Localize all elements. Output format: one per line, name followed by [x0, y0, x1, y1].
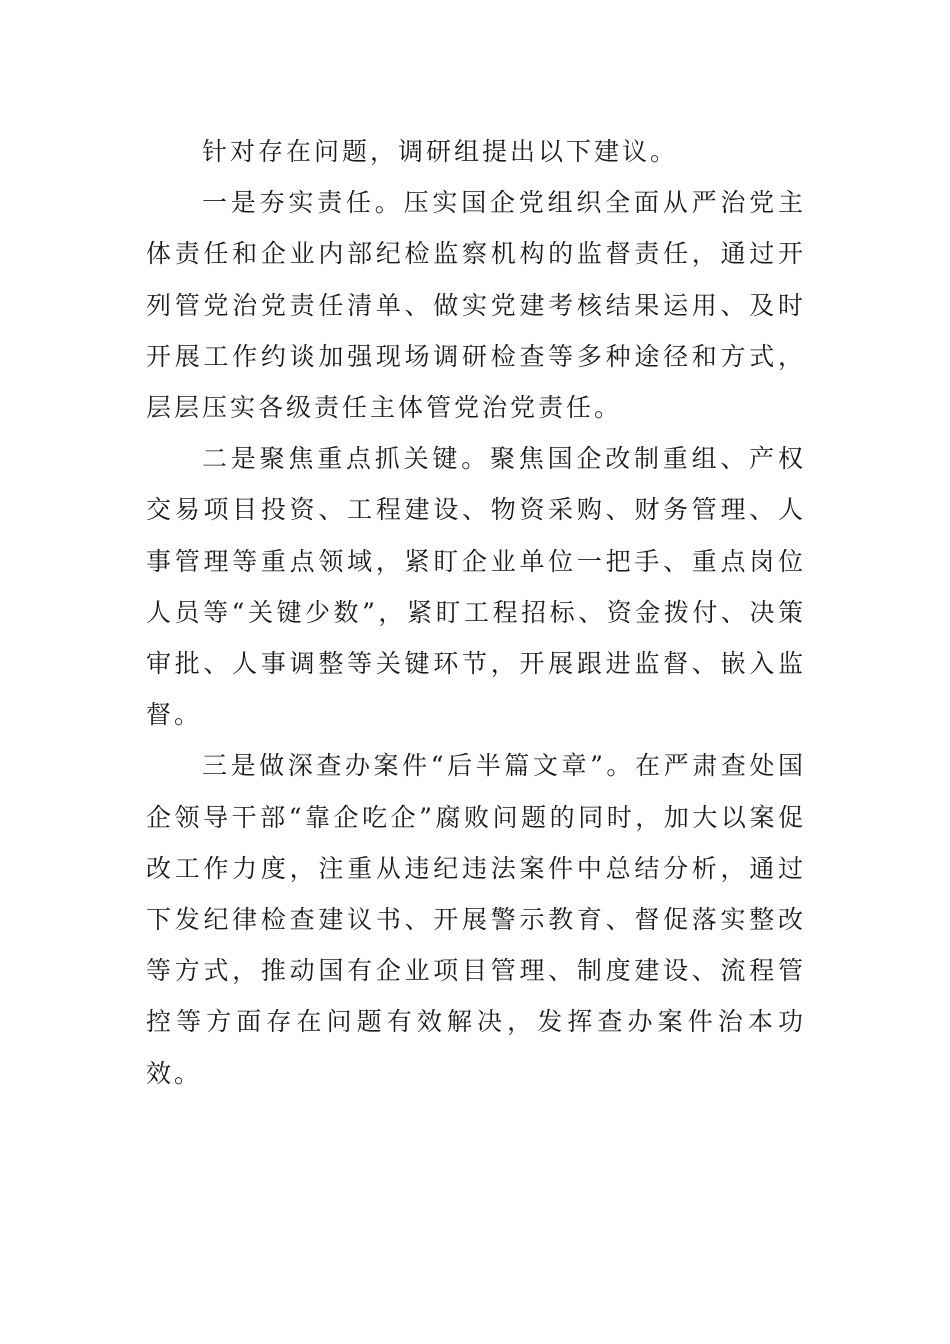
paragraph-case-follow-up: 三是做深查办案件“后半篇文章”。在严肃查处国企领导干部“靠企吃企”腐败问题的同时，加大以案促改工作力度，注重从违纪违法案件中总结分析，通过下发纪律检查建议书、开展警示教育、督促落实整改等方式，推动国有企业项目管理、制度建设、流程管控等方面存在问题有效解决，发挥查办案件治本功效。	[146, 751, 806, 1088]
paragraph-responsibility: 一是夯实责任。压实国企党组织全面从严治党主体责任和企业内部纪检监察机构的监督责任，通过开列管党治党责任清单、做实党建考核结果运用、及时开展工作约谈加强现场调研检查等多种途径和方式，层层压实各级责任主体管党治党责任。	[146, 188, 806, 423]
document-body	[146, 126, 806, 1099]
paragraph-key-focus: 二是聚焦重点抓关键。聚焦国企改制重组、产权交易项目投资、工程建设、物资采购、财务管理、人事管理等重点领域，紧盯企业单位一把手、重点岗位人员等“关键少数”，紧盯工程招标、资金拨付、决策审批、人事调整等关键环节，开展跟进监督、嵌入监督。	[146, 444, 806, 730]
paragraph-intro: 针对存在问题，调研组提出以下建议。	[202, 137, 679, 166]
